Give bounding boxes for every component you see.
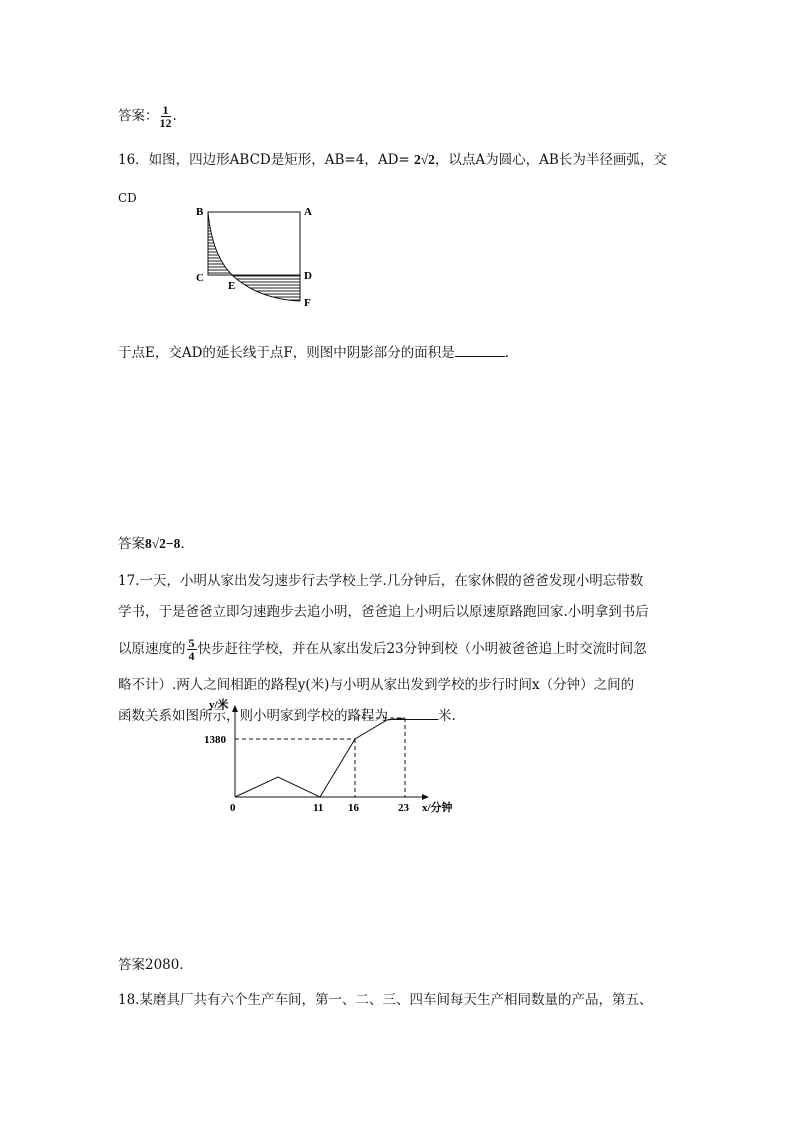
question-17-line-2: 学书，于是爸爸立即匀速跑步去追小明，爸爸追上小明后以原速原路跑回家.小明拿到书后 [118,604,649,620]
x-tick-23: 23 [398,802,409,814]
y-tick-1380: 1380 [204,734,226,746]
answer-17: 答案2080. [118,957,184,973]
shaded-region-left [208,212,232,275]
label-f: F [304,297,311,309]
shaded-region-right [232,275,300,301]
question-17-line-1: 17.一天，小明从家出发匀速步行去学校上学.几分钟后，在家休假的爸爸发现小明忘带数 [118,573,644,589]
question-17-line-3: 以原速度的 $\frac{5}{4}$ 快步赶往学校，并在从家出发后23分钟到校（小明被爸爸追上时交流时间忽 [118,636,647,663]
origin-label: 0 [230,802,236,814]
question-17-line-5: 函数关系如图所示，则小明家到学校的路程为 米. [118,705,456,726]
ad-value: 2√2 [414,152,435,167]
answer-16-value: 8√2−8 [145,536,181,551]
speed-fraction: $\frac{5}{4}$ [188,636,195,663]
answer-15: 答案： $\frac{1}{12}$ . [118,103,177,130]
answer-fraction: $\frac{1}{12}$ [159,103,172,130]
rectangle-arc-figure [190,200,320,312]
label-d: D [304,270,312,282]
question-17-line-4: 略不计）.两人之间相距的路程y(米)与小明从家出发到学校的步行时间x（分钟）之间的 [118,677,635,693]
question-18-line-1: 18.某磨具厂共有六个生产车间，第一、二、三、四车间每天生产相同数量的产品，第五、 [118,992,653,1008]
y-axis-label: y/米 [209,699,229,711]
answer-16: 答案8√2−8. [118,536,185,552]
answer-blank-16 [455,342,505,357]
distance-polyline [235,718,405,797]
answer-label: 答案： [118,108,159,124]
question-16-line-3: 于点E，交AD的延长线于点F，则图中阴影部分的面积是 . [118,342,509,363]
question-16-line-2: CD [118,191,137,205]
label-e: E [228,280,236,292]
distance-time-graph [200,696,470,820]
x-axis-label: x/分钟 [422,802,453,814]
label-b: B [196,206,204,218]
x-tick-11: 11 [313,802,324,814]
x-tick-16: 16 [348,802,359,814]
label-a: A [304,206,312,218]
label-c: C [196,272,204,284]
question-16-line-1: 16．如图，四边形ABCD是矩形，AB=4，AD= 2√2，以点A为圆心，AB长为半径画弧，交 [118,152,667,168]
